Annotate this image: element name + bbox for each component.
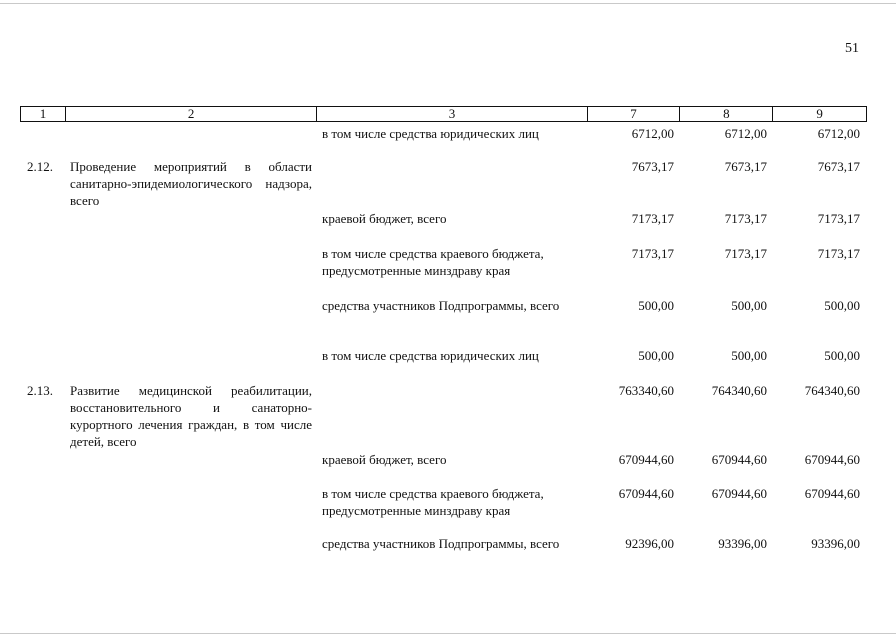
item-title: Проведение мероприятий в области санитарно-эпидемиологического надзора, всего [70, 159, 312, 208]
page-number: 51 [845, 41, 859, 56]
funding-source: краевой бюджет, всего [322, 211, 447, 226]
value-col-8: 670944,60 [711, 486, 767, 501]
value-col-7: 500,00 [638, 348, 674, 363]
value-col-7: 92396,00 [625, 536, 674, 551]
scan-edge-top [0, 3, 896, 4]
value-col-7: 763340,60 [618, 383, 674, 398]
header-col-2: 2 [66, 107, 317, 121]
header-col-1: 1 [21, 107, 66, 121]
value-col-7: 670944,60 [618, 452, 674, 467]
value-col-7: 6712,00 [631, 126, 674, 141]
value-col-9: 7173,17 [817, 211, 860, 226]
header-col-7: 7 [588, 107, 681, 121]
item-number: 2.13. [27, 383, 53, 398]
value-col-7: 7673,17 [631, 159, 674, 174]
value-col-8: 7173,17 [724, 246, 767, 261]
funding-source: средства участников Подпрограммы, всего [322, 298, 560, 313]
scan-edge-bottom [0, 633, 896, 634]
funding-source: в том числе средства юридических лиц [322, 126, 539, 141]
value-col-8: 500,00 [731, 298, 767, 313]
table-header-row [20, 106, 867, 122]
value-col-9: 670944,60 [804, 452, 860, 467]
value-col-9: 93396,00 [811, 536, 860, 551]
value-col-8: 93396,00 [718, 536, 767, 551]
value-col-9: 7173,17 [817, 246, 860, 261]
value-col-8: 764340,60 [711, 383, 767, 398]
header-col-9: 9 [816, 106, 823, 121]
value-col-9: 500,00 [824, 298, 860, 313]
value-col-7: 670944,60 [618, 486, 674, 501]
header-col-3: 3 [317, 107, 587, 121]
funding-source: в том числе средства краевого бюджета, предусмотренные минздраву края [322, 246, 544, 278]
funding-source: в том числе средства юридических лиц [322, 348, 539, 363]
value-col-7: 500,00 [638, 298, 674, 313]
value-col-9: 764340,60 [804, 383, 860, 398]
value-col-8: 500,00 [731, 348, 767, 363]
funding-source: краевой бюджет, всего [322, 452, 447, 467]
item-title: Развитие медицинской реабилитации, восстановительного и санаторно-курортного лечения граждан, в том числе детей, всего [70, 383, 312, 449]
value-col-9: 6712,00 [817, 126, 860, 141]
value-col-8: 7673,17 [724, 159, 767, 174]
funding-source: средства участников Подпрограммы, всего [322, 536, 560, 551]
value-col-8: 6712,00 [724, 126, 767, 141]
value-col-8: 670944,60 [711, 452, 767, 467]
header-col-8: 8 [680, 107, 773, 121]
value-col-8: 7173,17 [724, 211, 767, 226]
value-col-7: 7173,17 [631, 246, 674, 261]
value-col-9: 670944,60 [804, 486, 860, 501]
value-col-9: 7673,17 [817, 159, 860, 174]
funding-source: в том числе средства краевого бюджета, предусмотренные минздраву края [322, 486, 544, 518]
item-number: 2.12. [27, 159, 53, 174]
value-col-7: 7173,17 [631, 211, 674, 226]
value-col-9: 500,00 [824, 348, 860, 363]
